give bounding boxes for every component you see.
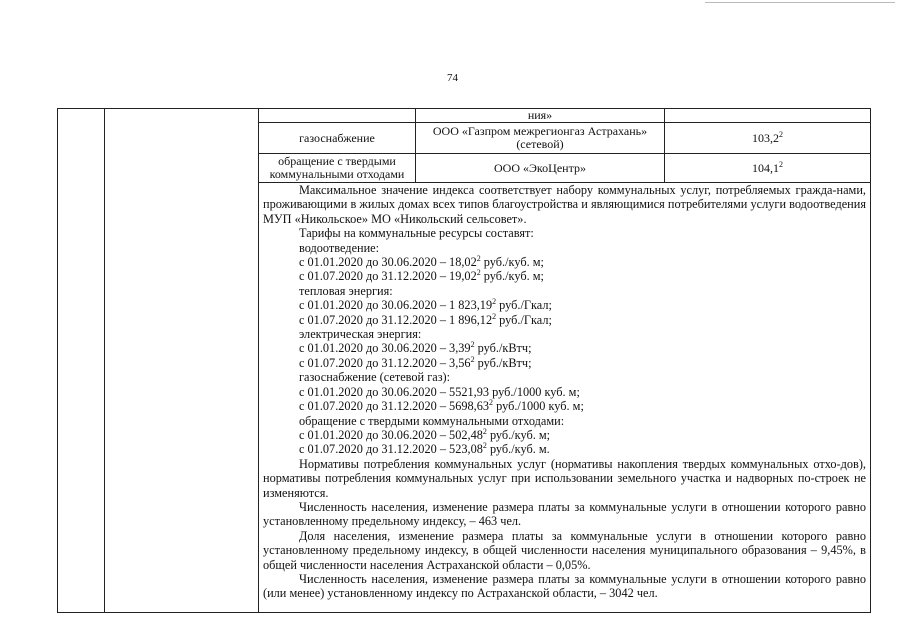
electricity-title: электрическая энергия: — [299, 327, 422, 342]
population-paragraph: Численность населения, изменение размера платы за коммунальные услуги в отношении которого равно установленному предельному индексу, – 463 чел. — [263, 499, 866, 529]
footnote-mark: 2 — [476, 253, 481, 263]
footnote-mark: 2 — [779, 129, 783, 139]
provider-cell: ООО «ЭкоЦентр» — [416, 154, 665, 183]
table-row — [259, 154, 871, 183]
waste-title: обращение с твердыми коммунальными отходами: — [299, 413, 565, 428]
footnote-mark: 2 — [482, 441, 487, 451]
gas-title: газоснабжение (сетевой газ): — [299, 370, 451, 385]
table-cell-provider-tail: ния» — [416, 109, 665, 123]
tariffs-intro: Тарифы на коммунальные ресурсы составят: — [299, 226, 534, 241]
top-edge-rule — [705, 2, 895, 3]
tariff-line: с 01.07.2020 до 31.12.2020 – 523,08$^2$ руб./куб. м. — [299, 441, 550, 457]
max-index-paragraph: Максимальное значение индекса соответствует набору коммунальных услуг, потребляемых гражда-нами, проживающими в жилых домах всех типов благоустройства и являющимися потребителями услуги водоотведения МУП «Никольское» МО «Никольский сельсовет». — [263, 183, 866, 226]
index-value: 103,2 — [752, 130, 779, 145]
index-value: 104,1 — [752, 160, 779, 175]
tariff-line: с 01.07.2020 до 31.12.2020 – 1 896,12$^2$ руб./Гкал; — [299, 311, 552, 327]
provider-cell: ООО «Газпром межрегионгаз Астрахань» (сетевой) — [416, 123, 665, 154]
page-number: 74 — [447, 72, 458, 84]
norms-paragraph: Нормативы потребления коммунальных услуг (нормативы накопления твердых коммунальных отхо-дов), нормативы потребления коммунальных услуг при использовании земельного участка и надворных по-строек не изменяются. — [263, 456, 866, 500]
tariff-line: с 01.01.2020 до 30.06.2020 – 18,02$^2$ руб./куб. м; — [299, 253, 544, 270]
tariff-line: с 01.01.2020 до 30.06.2020 – 1 823,19$^2$ руб./Гкал; — [299, 297, 552, 313]
footnote-mark: 2 — [470, 340, 475, 350]
footnote-mark: 2 — [492, 297, 497, 307]
tariff-line: с 01.07.2020 до 31.12.2020 – 19,02$^2$ руб./куб. м; — [299, 268, 544, 284]
table-row — [259, 109, 871, 123]
footnote-mark: 2 — [489, 398, 494, 407]
index-cell — [665, 123, 871, 154]
footnote-mark: 2 — [779, 159, 783, 169]
tariff-line: с 01.01.2020 до 30.06.2020 – 502,48$^2$ руб./куб. м; — [299, 426, 551, 442]
heat-title: тепловая энергия: — [299, 283, 393, 298]
footnote-mark: 2 — [492, 311, 497, 321]
column-divider-2 — [258, 108, 259, 613]
services-table — [258, 108, 871, 183]
footnote-mark: 2 — [470, 354, 475, 364]
population-le-paragraph: Численность населения, изменение размера платы за коммунальные услуги в отношении которого равно (или менее) установленному индексу по Астраханской области, – 3042 чел. — [263, 571, 866, 601]
water-title: водоотведение: — [299, 240, 380, 255]
tariff-line: с 01.01.2020 до 30.06.2020 – 5521,93 руб./1000 куб. м; — [299, 384, 580, 399]
tariff-line: с 01.01.2020 до 30.06.2020 – 3,39$^2$ руб./кВтч; — [299, 340, 532, 356]
table-row — [259, 123, 871, 154]
tariff-line: с 01.07.2020 до 31.12.2020 – 5698,63$^2$ руб./1000 куб. м; — [299, 398, 584, 414]
index-cell — [665, 154, 871, 183]
tariff-line: с 01.07.2020 до 31.12.2020 – 3,56$^2$ руб./кВтч; — [299, 354, 532, 370]
service-cell: обращение с твердыми коммунальными отходами — [259, 154, 416, 183]
column-divider-1 — [104, 108, 105, 613]
document-body — [263, 183, 866, 601]
table-cell — [665, 109, 871, 123]
footnote-mark: 2 — [476, 268, 481, 278]
share-paragraph: Доля населения, изменение размера платы за коммунальные услуги в отношении которого равно установленному предельному индексу, в общей численности населения муниципального образования – 9,45%, в общей численности населения Астраханской области – 0,05%. — [263, 528, 866, 572]
footnote-mark: 2 — [482, 426, 487, 436]
service-cell: газоснабжение — [259, 123, 416, 154]
table-cell — [259, 109, 416, 123]
